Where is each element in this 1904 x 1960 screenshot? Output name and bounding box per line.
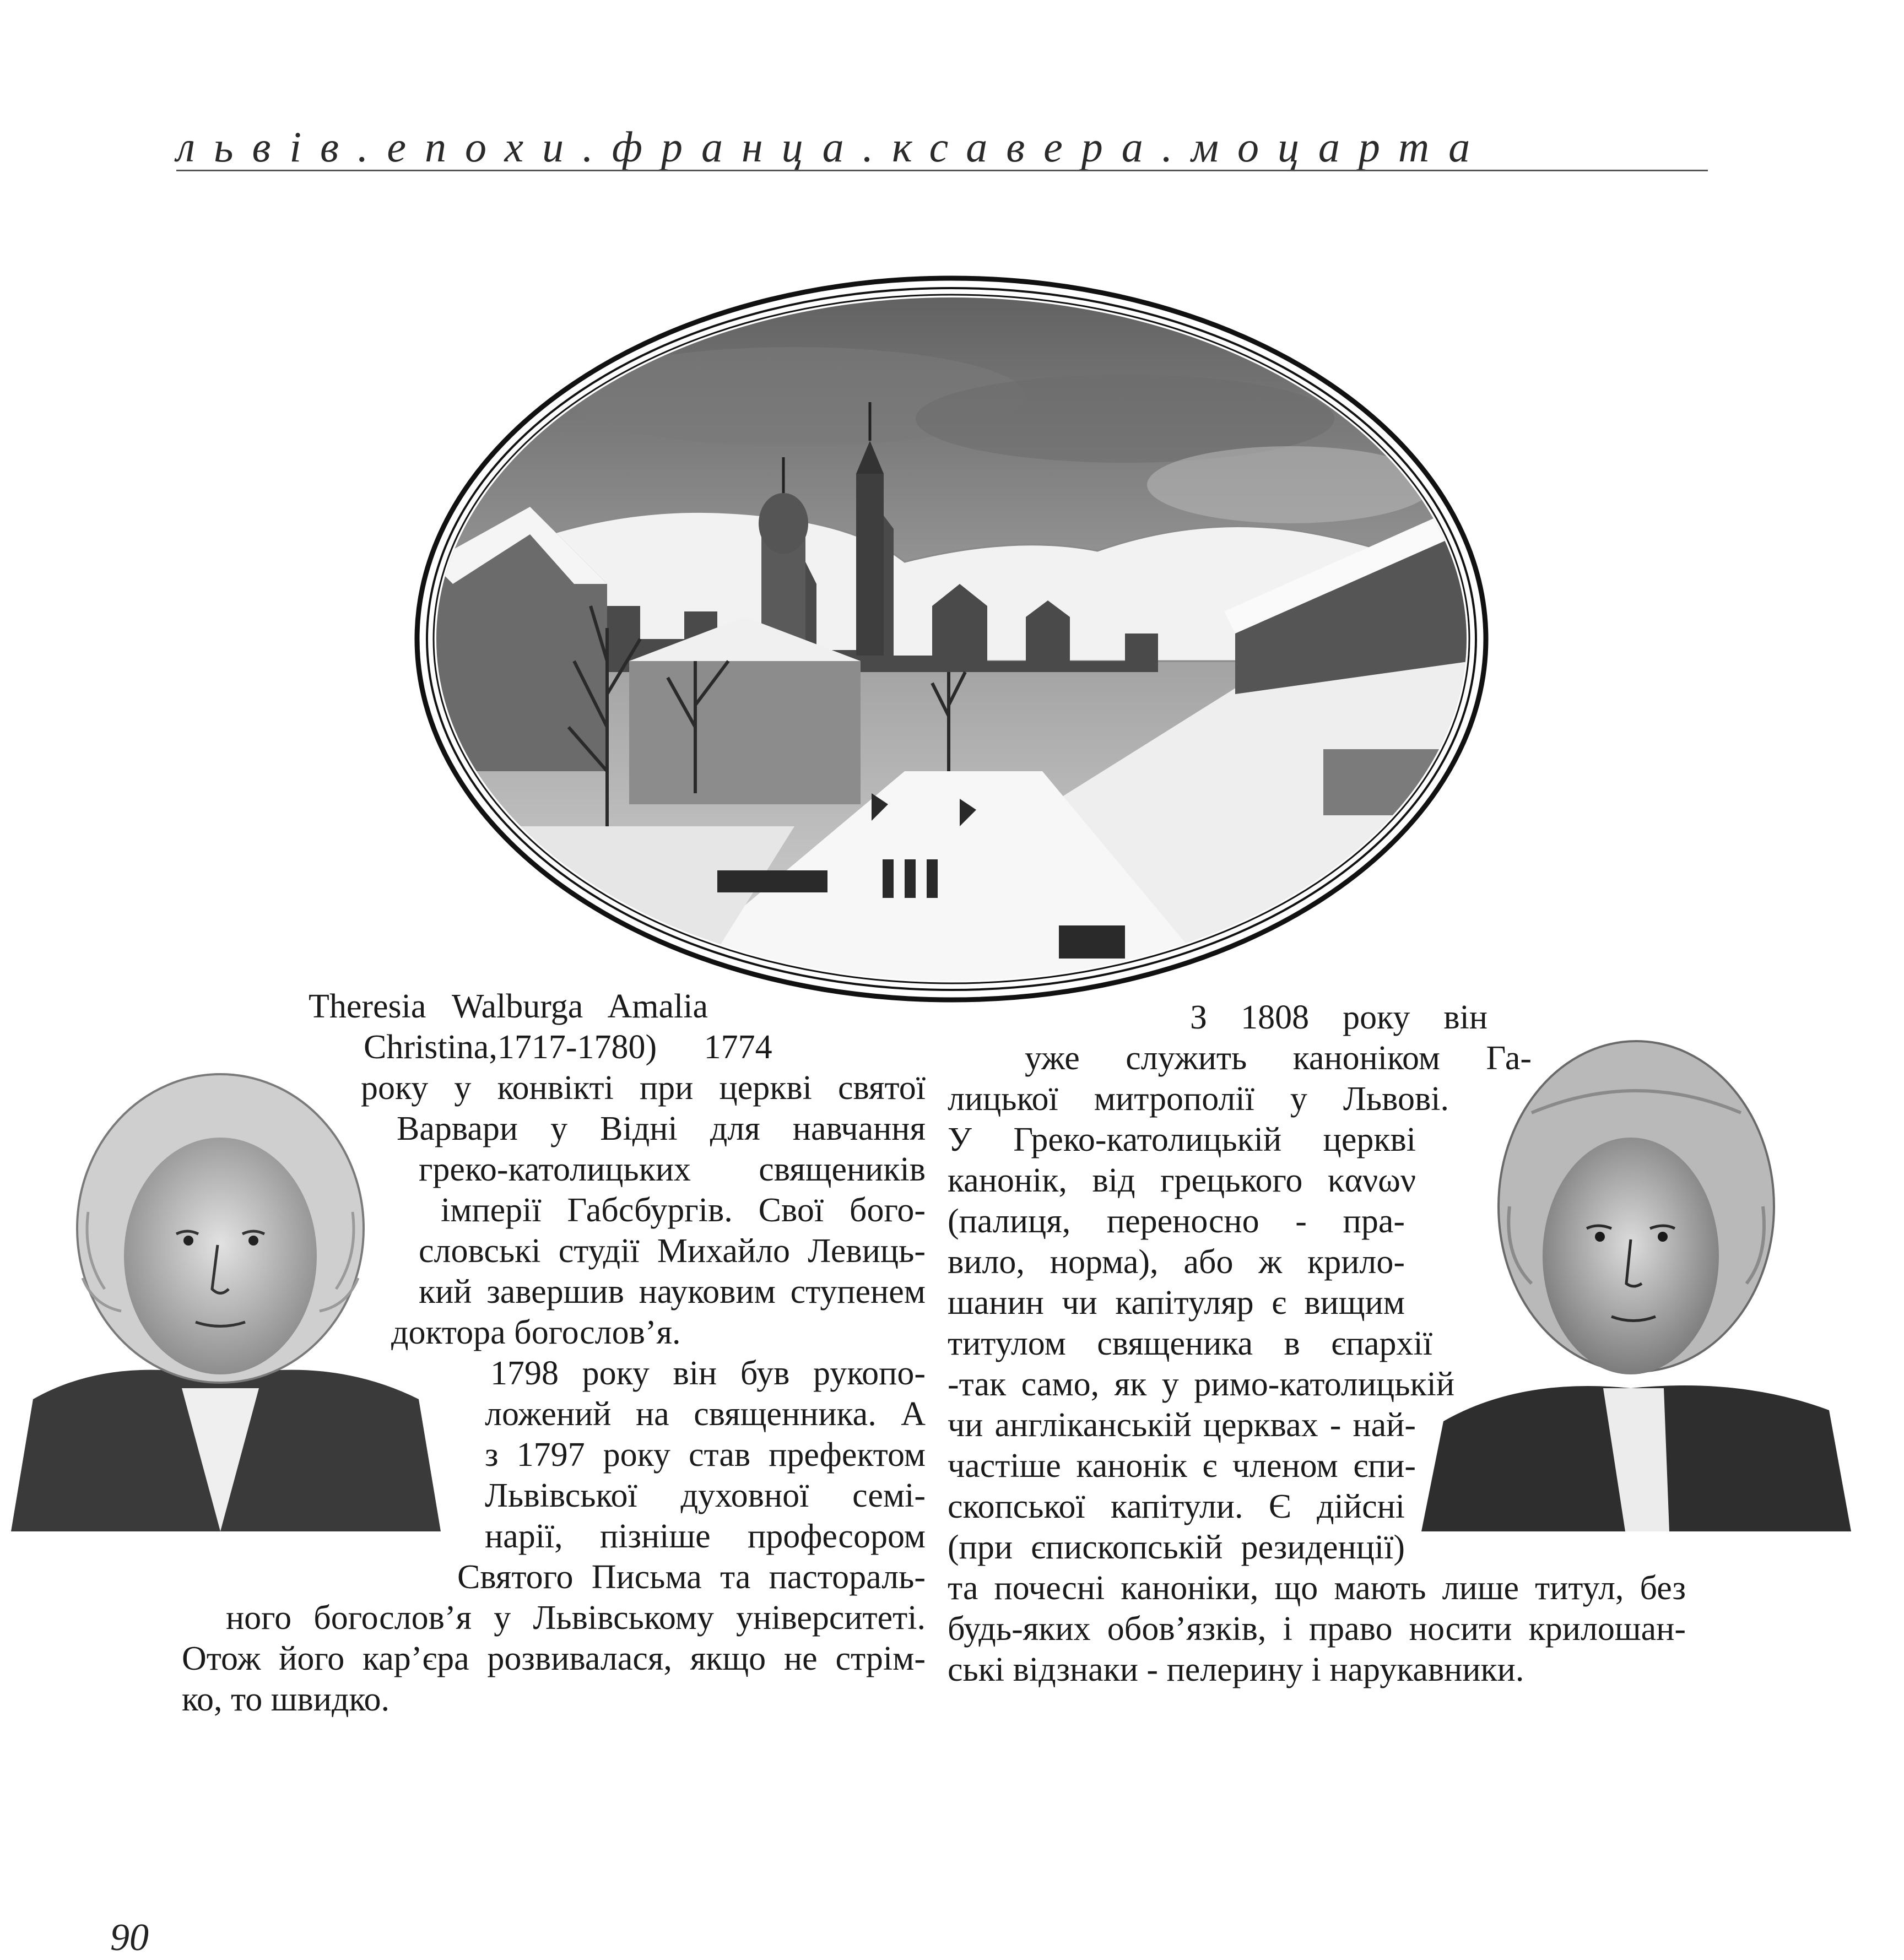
text-line: кий завершив науковим ступенем	[419, 1273, 926, 1311]
text-line: (палиця, переносно - пра-	[948, 1203, 1405, 1240]
text-line: Святого Письма та пастораль-	[457, 1558, 926, 1596]
text-line: шанин чи капітуляр є вищим	[948, 1284, 1405, 1322]
text-line: 1798 року він був рукопо-	[490, 1355, 926, 1392]
header-title: львів.епохи.франца.ксавера.моцарта	[176, 123, 1489, 171]
text-line: Отож його кар’єра розвивалася, якщо не стрім-	[182, 1640, 926, 1677]
text-line: скопської капітули. Є дійсні	[948, 1488, 1405, 1525]
text-line: Theresia Walburga Amalia	[309, 988, 708, 1025]
text-line: ного богослов’я у Львівському університеті.	[226, 1599, 926, 1637]
text-line: словські студії Михайло Левиць-	[419, 1232, 926, 1270]
text-line: ські відзнаки - пелерину і нарукавники.	[948, 1651, 1524, 1688]
running-header	[176, 110, 1708, 176]
text-line: частіше канонік є членом єпи-	[948, 1447, 1416, 1485]
text-line: ко, то швидко.	[182, 1681, 390, 1718]
text-line: (при єпископській резиденції)	[948, 1529, 1405, 1566]
text-line: Christina,1717-1780) 1774	[364, 1028, 772, 1066]
text-line: уже служить каноніком Га-	[1025, 1039, 1532, 1077]
left-column-text	[309, 986, 926, 1598]
text-line: та почесні каноніки, що мають лише титул, без	[948, 1569, 1686, 1607]
lviv-winter-engraving-icon	[409, 275, 1494, 1003]
text-line: доктора богослов’я.	[391, 1314, 681, 1351]
text-line: греко-католицьких священиків	[419, 1151, 926, 1188]
text-line: чи англіканській церквах - най-	[948, 1406, 1416, 1444]
header-rule	[176, 170, 1708, 171]
text-line: Львівської духовної семі-	[485, 1477, 926, 1514]
text-line: Варвари у Відні для навчання	[397, 1110, 926, 1147]
right-column-text-bottom	[948, 1568, 1691, 1690]
text-line: -так само, як у римо-католицькій	[948, 1366, 1454, 1403]
text-line: року у конвікті при церкві святої	[361, 1069, 926, 1107]
text-line: З 1808 року він	[1190, 999, 1488, 1036]
text-line: ложений на священника. А	[485, 1395, 926, 1433]
text-line: нарії, пізніше професором	[485, 1518, 926, 1555]
text-line: вило, норма), або ж крило-	[948, 1243, 1405, 1281]
page-number: 90	[110, 1916, 149, 1959]
right-column-text	[948, 997, 1532, 1568]
text-line: У Греко-католицькій церкві	[948, 1121, 1416, 1158]
text-line: з 1797 року став префектом	[485, 1436, 926, 1474]
text-line: титулом священика в єпархії	[948, 1325, 1432, 1362]
text-line: будь-яких обов’язків, і право носити крилошан-	[948, 1610, 1686, 1648]
text-line: канонік, від грецького κανων	[948, 1162, 1416, 1199]
text-line: лицької митрополії у Львові.	[948, 1080, 1449, 1118]
left-column-text-bottom	[182, 1598, 926, 1720]
text-line: імперії Габсбургів. Свої бого-	[441, 1192, 926, 1229]
